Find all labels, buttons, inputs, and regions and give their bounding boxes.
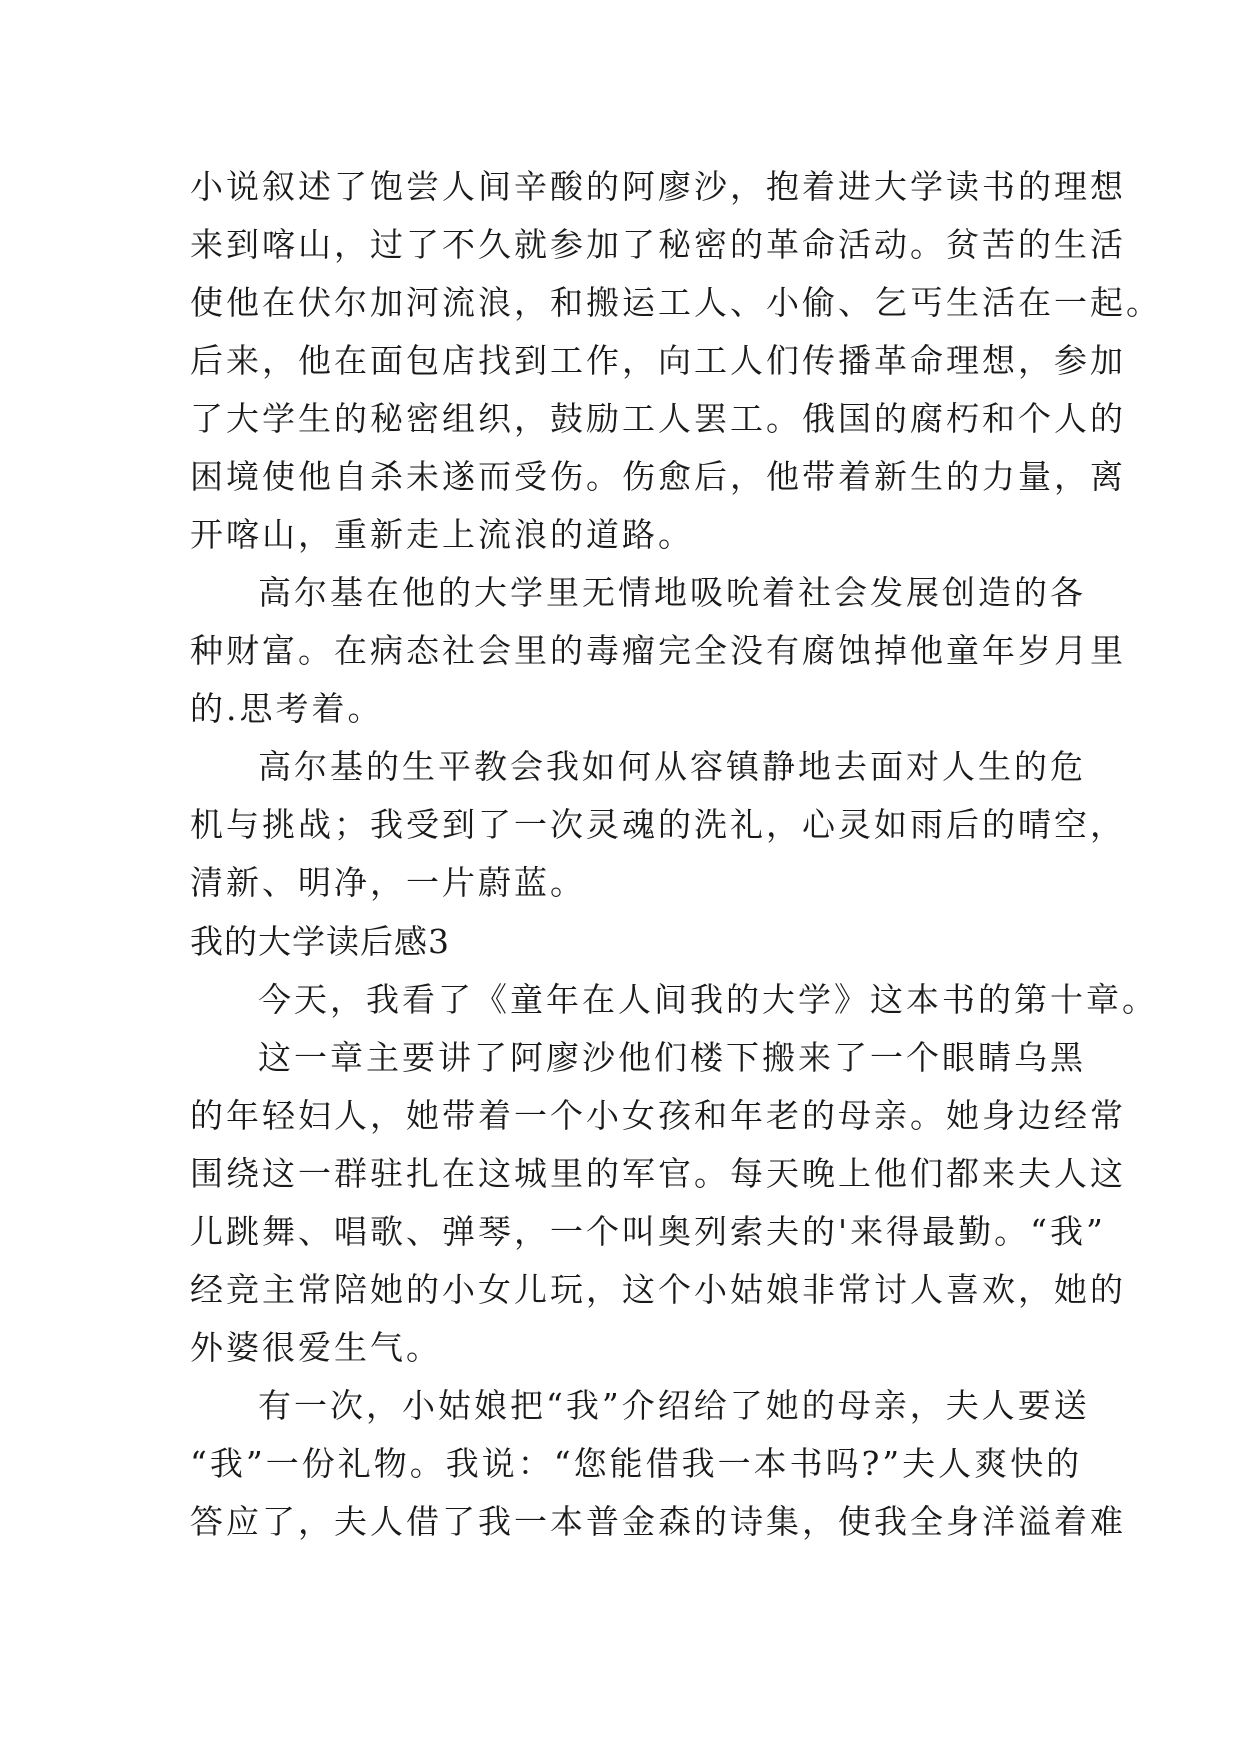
text-line: 的年轻妇人，她带着一个小女孩和年老的母亲。她身边经常	[190, 1096, 1126, 1135]
paragraph-first-line: 有一次，小姑娘把“我”介绍给了她的母亲，夫人要送	[258, 1386, 1090, 1425]
paragraph-first-line: 高尔基在他的大学里无情地吸吮着社会发展创造的各	[258, 573, 1086, 612]
text-line: 答应了，夫人借了我一本普金森的诗集，使我全身洋溢着难	[190, 1502, 1126, 1541]
text-line: 儿跳舞、唱歌、弹琴，一个叫奥列索夫的'来得最勤。“我”	[190, 1212, 1106, 1251]
text-line: 使他在伏尔加河流浪，和搬运工人、小偷、乞丐生活在一起。	[190, 283, 1162, 322]
text-line: 的.思考着。	[190, 689, 384, 728]
text-line: 清新、明净，一片蔚蓝。	[190, 863, 586, 902]
paragraph-first-line: 高尔基的生平教会我如何从容镇静地去面对人生的危	[258, 747, 1086, 786]
text-line: 经竞主常陪她的小女儿玩，这个小姑娘非常讨人喜欢，她的	[190, 1270, 1126, 1309]
text-line: 围绕这一群驻扎在这城里的军官。每天晚上他们都来夫人这	[190, 1154, 1126, 1193]
text-line: 小说叙述了饱尝人间辛酸的阿廖沙，抱着进大学读书的理想	[190, 167, 1126, 206]
text-line: 困境使他自杀未遂而受伤。伤愈后，他带着新生的力量，离	[190, 457, 1126, 496]
document-body	[190, 158, 1162, 1551]
text-line: 开喀山，重新走上流浪的道路。	[190, 515, 694, 554]
text-line: “我”一份礼物。我说：“您能借我一本书吗?”夫人爽快的	[190, 1444, 1083, 1483]
section-heading: 我的大学读后感3	[190, 922, 450, 961]
text-line: 了大学生的秘密组织，鼓励工人罢工。俄国的腐朽和个人的	[190, 399, 1126, 438]
text-line: 机与挑战；我受到了一次灵魂的洗礼，心灵如雨后的晴空，	[190, 805, 1126, 844]
text-line: 来到喀山，过了不久就参加了秘密的革命活动。贫苦的生活	[190, 225, 1126, 264]
paragraph-first-line: 这一章主要讲了阿廖沙他们楼下搬来了一个眼睛乌黑	[258, 1038, 1086, 1077]
text-line: 外婆很爱生气。	[190, 1328, 442, 1367]
text-line: 种财富。在病态社会里的毒瘤完全没有腐蚀掉他童年岁月里	[190, 631, 1126, 670]
paragraph-first-line: 今天，我看了《童年在人间我的大学》这本书的第十章。	[258, 980, 1158, 1019]
text-line: 后来，他在面包店找到工作，向工人们传播革命理想，参加	[190, 341, 1126, 380]
